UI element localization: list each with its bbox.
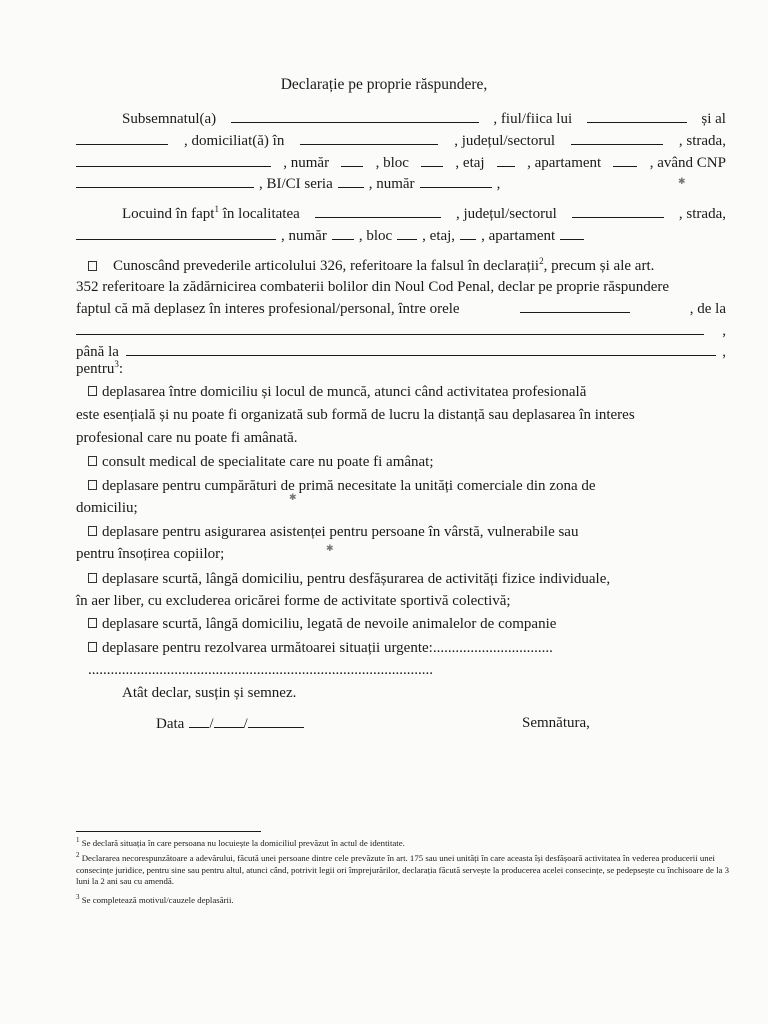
reason-shopping-cont: domiciliu; (76, 500, 138, 516)
scan-speck: ✱ (326, 543, 334, 553)
reason-pets: deplasare scurtă, lângă domiciliu, legată de nevoile animalelor de companie (88, 614, 738, 634)
reason-urgent-checkbox[interactable] (88, 642, 97, 652)
reason-urgent-cont (88, 660, 738, 680)
footnote-2: $^2$ Declararea necorespunzătoare a adevărului, făcută unei persoane dintre cele prevăzute în art. 175 sau unei unități în care aceasta își desfășoară activitatea în vederea producerii unei consecințe juridice, pentru sine sau pentru altul, atunci când, potrivit legii ori împrejurărilor, declarația făcută servește la producerea acelei consecințe, se pedepsește cu închisoare de la 3 luni la 2 ani sau cu amendă. (76, 851, 730, 886)
urgent-situation-field[interactable]: deplasare pentru rezolvarea următoarei situații urgente:................................ (102, 640, 553, 656)
reason-exercise-cont: în aer liber, cu excluderea oricărei forme de activitate sportivă colectivă; (76, 593, 511, 609)
residence-line-2: , număr , bloc , etaj, , apartament (76, 225, 726, 246)
domicile-county-field[interactable] (571, 130, 663, 145)
reason-medical-checkbox[interactable] (88, 456, 97, 466)
reason-pets-checkbox[interactable] (88, 618, 97, 628)
father-name-field[interactable] (587, 108, 687, 123)
document-title: Declarație pe proprie răspundere, (280, 76, 488, 93)
identity-line-2: , domiciliat(ă) în , județul/sectorul , strada, (76, 130, 726, 151)
mother-name-field[interactable] (76, 130, 168, 145)
footnote-rule (76, 831, 261, 832)
residence-block-field[interactable] (397, 225, 417, 240)
statement-line-5: până la , (76, 341, 726, 362)
reason-medical: consult medical de specialitate care nu poate fi amânat; (88, 452, 738, 472)
domicile-apartment-field[interactable] (613, 152, 637, 167)
residence-street-field[interactable] (76, 225, 276, 240)
identity-line-3: , număr , bloc , etaj , apartament , având CNP (76, 152, 726, 173)
reason-work-cont-2: profesional care nu poate fi amânată. (76, 430, 298, 446)
residence-line-1: Locuind în fapt$^1$ în localitatea , județul/sectorul , strada, (122, 204, 726, 222)
reason-work-cont-1: este esențială și nu poate fi organizată sub formă de lucru la distanță sau deplasarea în interes (76, 407, 635, 423)
residence-city-field[interactable] (315, 203, 441, 218)
statement-line-1: Cunoscând prevederile articolului 326, referitoare la falsul în declarații$^2$, precum și ale art. (88, 256, 726, 276)
domicile-number-field[interactable] (341, 152, 363, 167)
reason-shopping-checkbox[interactable] (88, 480, 97, 490)
affirmation: Atât declar, susțin și semnez. (122, 685, 297, 701)
statement-checkbox[interactable] (88, 261, 97, 271)
residence-apartment-field[interactable] (560, 225, 584, 240)
date-line: Data / / (156, 713, 356, 734)
domicile-floor-field[interactable] (497, 152, 515, 167)
date-month-field[interactable] (214, 713, 244, 728)
urgent-situation-field-cont[interactable]: ............................................................................................ (88, 662, 433, 678)
reason-exercise: deplasare scurtă, lângă domiciliu, pentru desfășurarea de activități fizice individuale, (88, 569, 738, 589)
identity-line-4: , BI/CI seria , număr , (76, 173, 726, 194)
reason-assistance-checkbox[interactable] (88, 526, 97, 536)
footnote-1: $^1$ Se declară situația în care persoana nu locuiește la domiciliul prevăzut în actul de identitate. (76, 836, 405, 848)
domicile-city-field[interactable] (300, 130, 438, 145)
statement-line-2: 352 referitoare la zădărnicirea combaterii bolilor din Noul Cod Penal, declar pe proprie răspundere (76, 279, 670, 295)
statement-line-4: , (76, 320, 726, 341)
id-number-field[interactable] (420, 173, 492, 188)
scan-speck: ✱ (289, 492, 297, 502)
statement-line-3: faptul că mă deplasez în interes profesional/personal, între orele , de la (76, 298, 726, 319)
domicile-block-field[interactable] (421, 152, 443, 167)
from-address-field[interactable] (76, 320, 704, 335)
cnp-field[interactable] (76, 173, 254, 188)
to-address-field[interactable] (126, 341, 716, 356)
scan-speck: ✱ (678, 176, 686, 186)
domicile-street-field[interactable] (76, 152, 271, 167)
signature-area[interactable] (522, 713, 642, 733)
reason-urgent (88, 638, 738, 658)
reason-work: deplasarea între domiciliu și locul de muncă, atunci când activitatea profesională (88, 382, 738, 402)
identity-line-1: Subsemnatul(a) , fiul/fiica lui și al (122, 108, 726, 129)
reason-exercise-checkbox[interactable] (88, 573, 97, 583)
residence-floor-field[interactable] (460, 225, 476, 240)
residence-county-field[interactable] (572, 203, 664, 218)
reason-assistance: deplasare pentru asigurarea asistenței pentru persoane în vârstă, vulnerabile sau (88, 522, 738, 542)
id-series-field[interactable] (338, 173, 364, 188)
reason-work-checkbox[interactable] (88, 386, 97, 396)
signature-label: Semnătura, (522, 715, 590, 731)
hours-field[interactable] (520, 298, 630, 313)
residence-number-field[interactable] (332, 225, 354, 240)
full-name-field[interactable] (231, 108, 479, 123)
date-year-field[interactable] (248, 713, 304, 728)
statement-line-6: pentru$^3$: (76, 359, 123, 377)
footnote-3: $^3$ Se completează motivul/cauzele deplasării. (76, 893, 234, 905)
reason-assistance-cont: pentru însoțirea copiilor; (76, 546, 225, 562)
reason-shopping: deplasare pentru cumpărături de primă necesitate la unități comerciale din zona de (88, 476, 738, 496)
date-day-field[interactable] (189, 713, 209, 728)
